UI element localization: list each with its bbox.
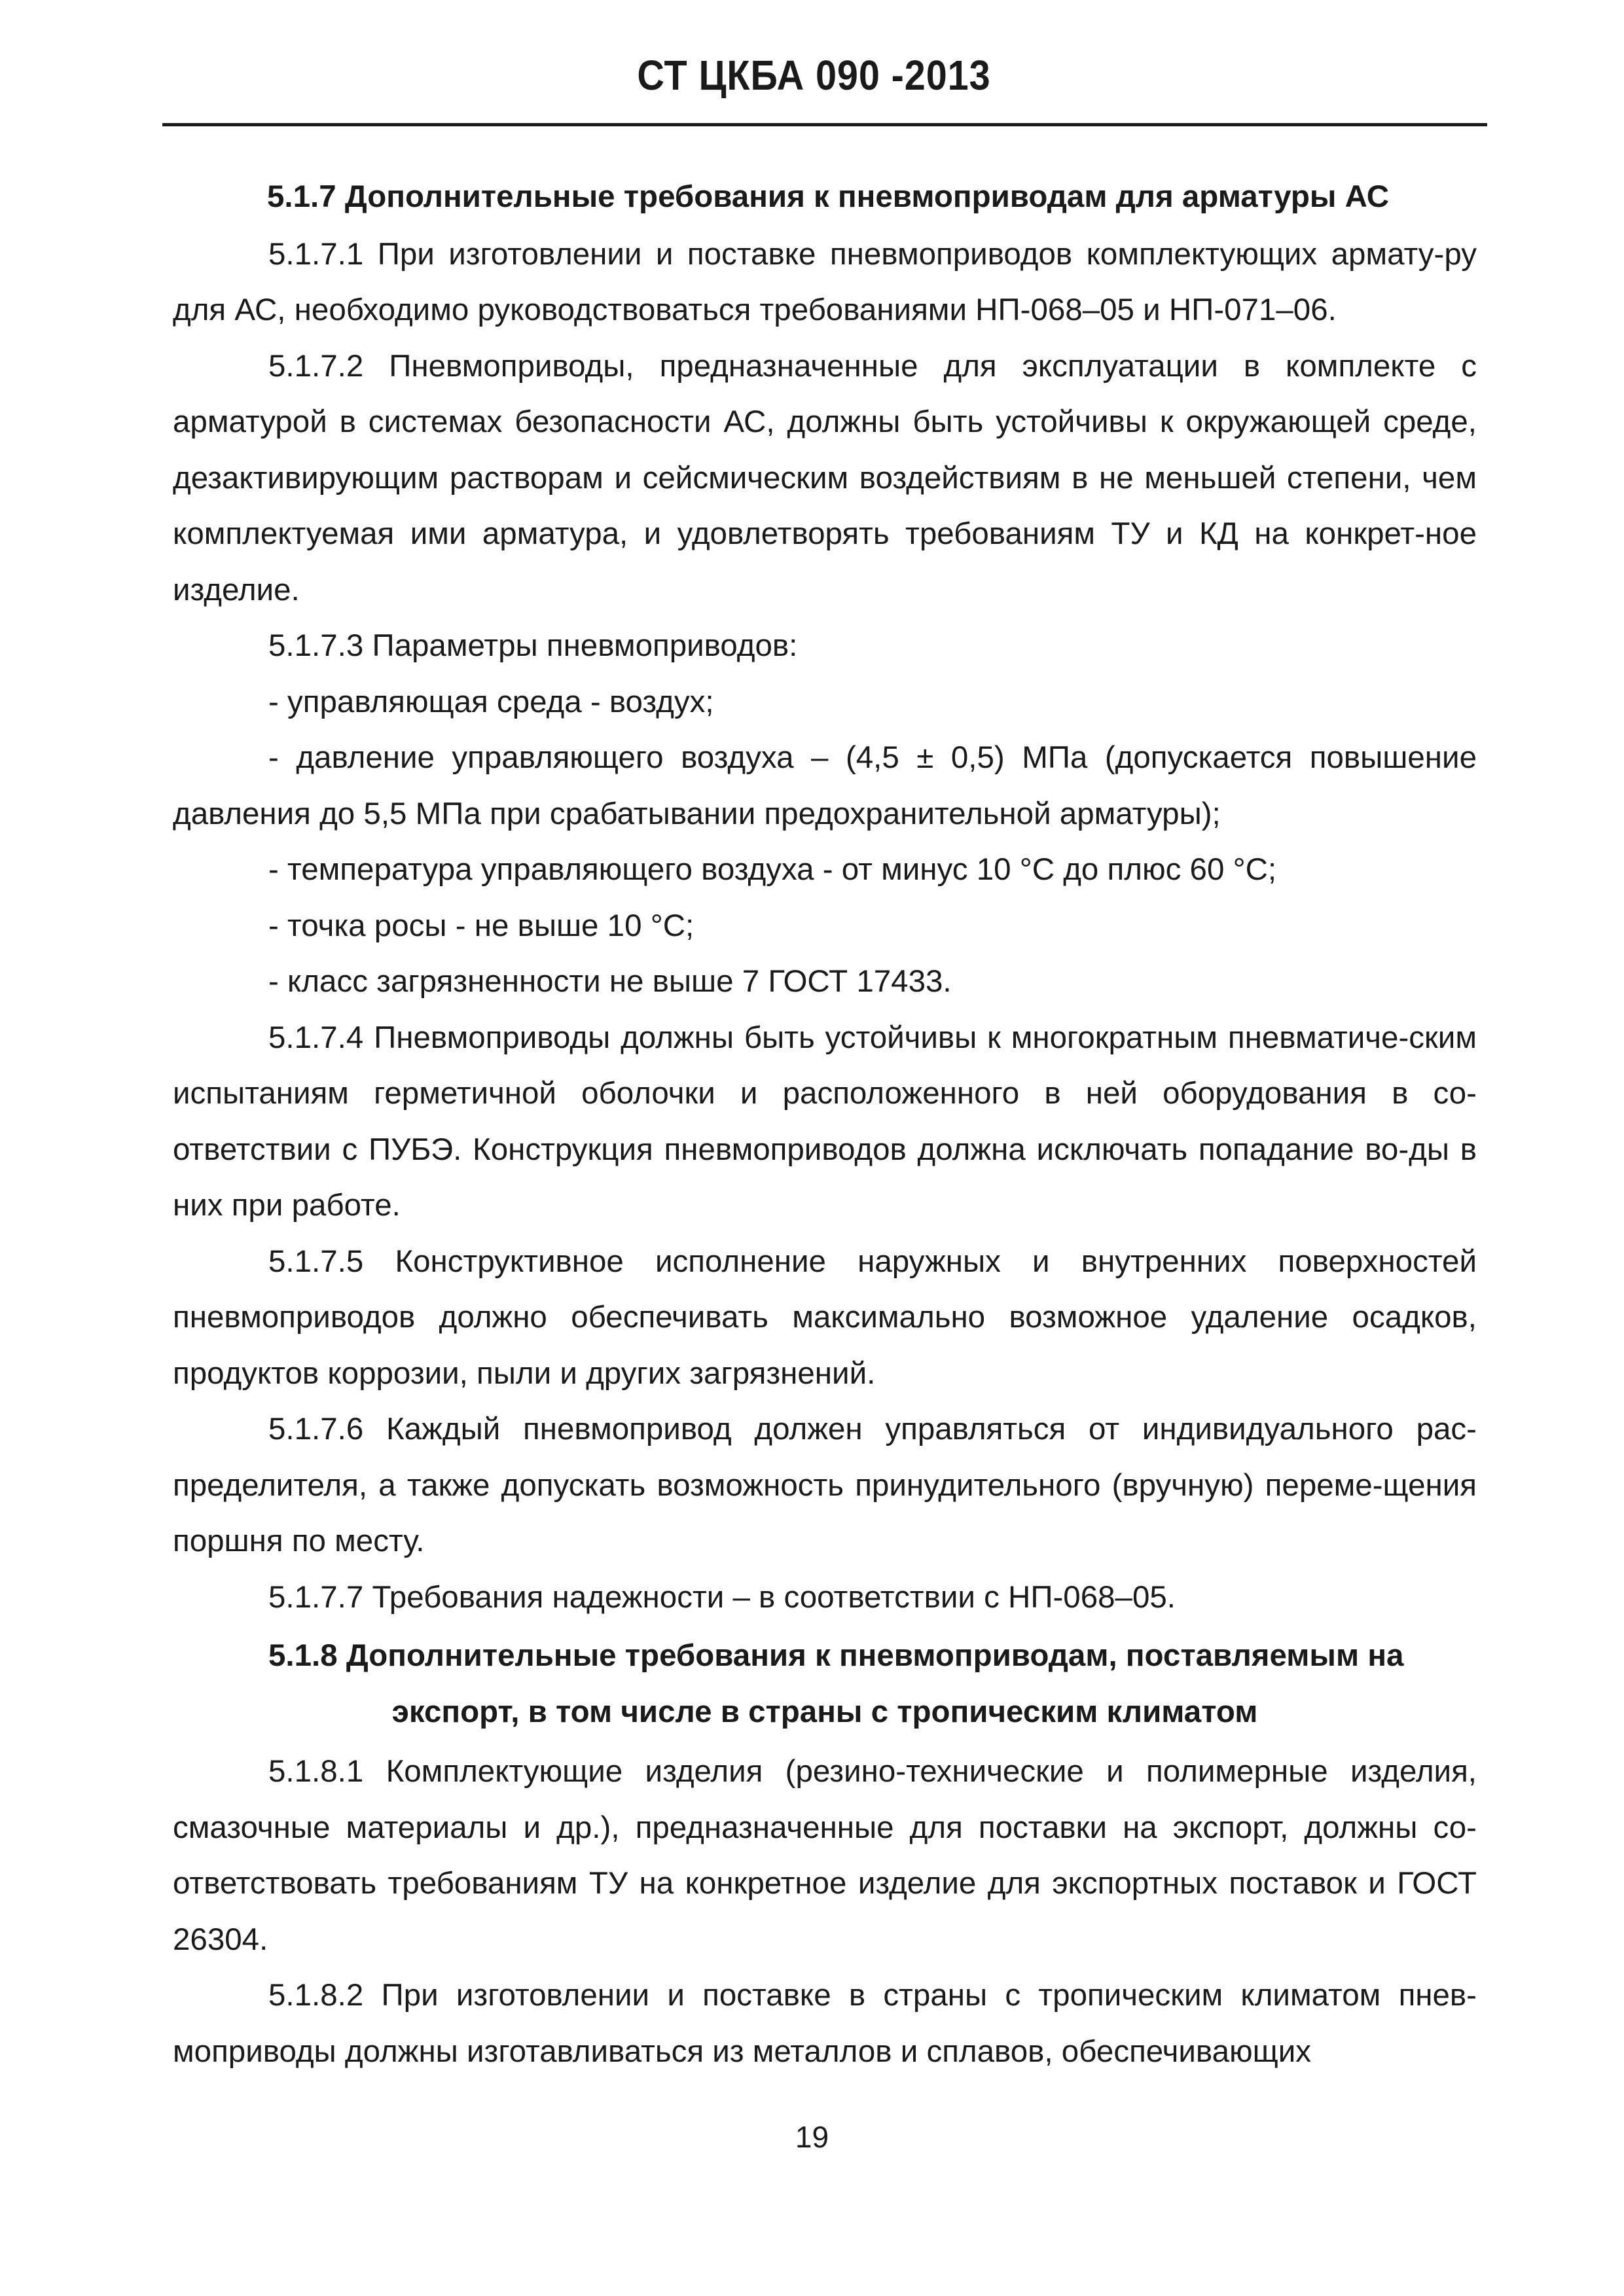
section-heading-5-1-7: 5.1.7 Дополнительные требования к пневмоприводам для арматуры АС	[267, 179, 1390, 214]
section-heading-5-1-8-line1: 5.1.8 Дополнительные требования к пневмоприводам, поставляемым на	[268, 1638, 1404, 1673]
paragraph-5-1-7-2: 5.1.7.2 Пневмоприводы, предназначенные для эксплуатации в комплекте с арматурой в системах безопасности АС, должны быть устойчивы к окружающей среде, дезактивирующим растворам и сейсмическим воздействиям в не меньшей степени, чем комплектуемая ими арматура, и удовлетворять требованиям ТУ и КД на конкрет-ное изделие.	[173, 348, 1477, 607]
list-item-control-medium: - управляющая среда - воздух;	[268, 684, 714, 719]
paragraph-5-1-8-1: 5.1.8.1 Комплектующие изделия (резино-технические и полимерные изделия, смазочные материалы и др.), предназначенные для поставки на экспорт, должны со-ответствовать требованиям ТУ на конкретное изделие для экспортных поставок и ГОСТ 26304.	[173, 1754, 1477, 1957]
paragraph-5-1-8-2: 5.1.8.2 При изготовлении и поставке в страны с тропическим климатом пнев-моприводы должны изготавливаться из металлов и сплавов, обеспечивающих	[173, 1978, 1477, 2069]
list-item-contamination-class: - класс загрязненности не выше 7 ГОСТ 17433.	[268, 964, 952, 999]
paragraph-5-1-7-4: 5.1.7.4 Пневмоприводы должны быть устойчивы к многократным пневматиче-ским испытаниям герметичной оболочки и расположенного в ней оборудования в со-ответствии с ПУБЭ. Конструкция пневмоприводов должна исключать попадание во-ды в них при работе.	[173, 1020, 1477, 1223]
header-divider	[162, 123, 1487, 126]
paragraph-5-1-7-7: 5.1.7.7 Требования надежности – в соответствии с НП-068–05.	[268, 1579, 1176, 1615]
paragraph-5-1-7-5: 5.1.7.5 Конструктивное исполнение наружных и внутренних поверхностей пневмоприводов должно обеспечивать максимально возможное удаление осадков, продуктов коррозии, пыли и других загрязнений.	[173, 1244, 1477, 1391]
page-number: 19	[795, 2120, 829, 2154]
paragraph-5-1-7-3: 5.1.7.3 Параметры пневмоприводов:	[268, 628, 798, 663]
paragraph-5-1-7-6: 5.1.7.6 Каждый пневмопривод должен управляться от индивидуального рас-пределителя, а также допускать возможность принудительного (вручную) переме-щения поршня по месту.	[173, 1412, 1477, 1558]
list-item-air-temperature: - температура управляющего воздуха - от минус 10 °С до плюс 60 °С;	[268, 852, 1277, 887]
document-body	[173, 169, 1477, 2079]
document-header-title: СТ ЦКБА 090 -2013	[637, 52, 991, 99]
section-heading-5-1-8-line2: экспорт, в том числе в страны с тропическим климатом	[391, 1694, 1258, 1729]
list-item-air-pressure: - давление управляющего воздуха – (4,5 ± 0,5) МПа (допускается повышение давления до 5,5 МПа при срабатывании предохранительной арматуры);	[173, 740, 1477, 831]
paragraph-5-1-7-1: 5.1.7.1 При изготовлении и поставке пневмоприводов комплектующих армату-ру для АС, необходимо руководствоваться требованиями НП-068–05 и НП-071–06.	[173, 236, 1477, 327]
list-item-dew-point: - точка росы - не выше 10 °С;	[268, 908, 695, 943]
